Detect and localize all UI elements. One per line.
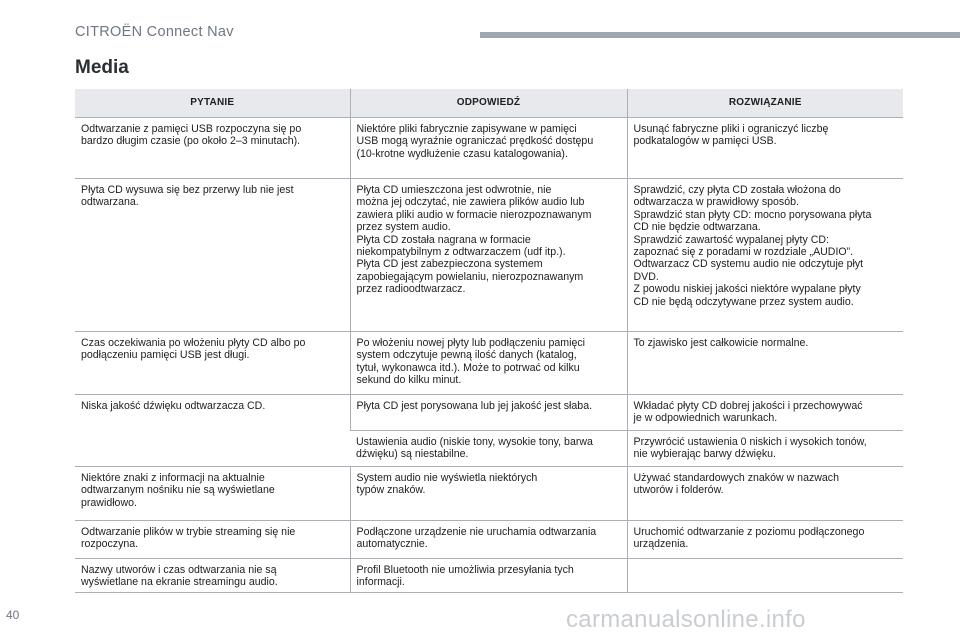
question-cell: Odtwarzanie z pamięci USB rozpoczyna się po bardzo długim czasie (po około 2–3 minutach). (75, 118, 350, 179)
header-accent-bar (480, 32, 960, 38)
table-row (75, 332, 903, 395)
solution-cell: Uruchomić odtwarzanie z poziomu podłączonego urządzenia. (627, 521, 903, 559)
question-cell: Niektóre znaki z informacji na aktualnie odtwarzanym nośniku nie są wyświetlane prawidłowo. (75, 467, 350, 521)
question-cell: Płyta CD wysuwa się bez przerwy lub nie jest odtwarzana. (75, 179, 350, 332)
watermark-text: carmanualsonline.info (566, 606, 806, 633)
page-title: Media (75, 57, 129, 78)
column-header-question: PYTANIE (75, 89, 350, 118)
answer-cell: Podłączone urządzenie nie uruchamia odtwarzania automatycznie. (350, 521, 627, 559)
solution-cell: Wkładać płyty CD dobrej jakości i przechowywać je w odpowiednich warunkach. (627, 395, 903, 431)
table-row (75, 179, 903, 332)
question-cell: Czas oczekiwania po włożeniu płyty CD albo po podłączeniu pamięci USB jest długi. (75, 332, 350, 395)
answer-cell: Płyta CD jest porysowana lub jej jakość jest słaba. (350, 395, 627, 431)
troubleshooting-table (75, 89, 903, 593)
solution-cell: Przywrócić ustawienia 0 niskich i wysokich tonów, nie wybierając barwy dźwięku. (627, 431, 903, 467)
solution-cell: Usunąć fabryczne pliki i ograniczyć liczbę podkatalogów w pamięci USB. (627, 118, 903, 179)
solution-cell: Sprawdzić, czy płyta CD została włożona do odtwarzacza w prawidłowy sposób. Sprawdzić stan płyty CD: mocno porysowana płyta CD nie będzie odtwarzana. Sprawdzić zawartość wypalanej płyty CD: zapoznać się z poradami w rozdziale „AUDIO”. Odtwarzacz CD systemu audio nie odczytuje płyt DVD. Z powodu niskiej jakości niektóre wypalane płyty CD nie będą odczytywane przez system audio. (627, 179, 903, 332)
brand-header-label: CITROËN Connect Nav (75, 24, 234, 40)
solution-cell: To zjawisko jest całkowicie normalne. (627, 332, 903, 395)
answer-cell: Po włożeniu nowej płyty lub podłączeniu pamięci system odczytuje pewną ilość danych (katalog, tytuł, wykonawca itd.). Może to potrwać od kilku sekund do kilku minut. (350, 332, 627, 395)
answer-cell: Ustawienia audio (niskie tony, wysokie tony, barwa dźwięku) są niestabilne. (350, 431, 627, 467)
answer-cell: Płyta CD umieszczona jest odwrotnie, nie można jej odczytać, nie zawiera plików audio lub zawiera pliki audio w formacie nierozpoznawanym przez system audio. Płyta CD została nagrana w formacie niekompatybilnym z odtwarzaczem (udf itp.). Płyta CD jest zabezpieczona systemem zapobiegającym powielaniu, nierozpoznawanym przez radioodtwarzacz. (350, 179, 627, 332)
column-header-answer: ODPOWIEDŹ (350, 89, 627, 118)
answer-cell: Profil Bluetooth nie umożliwia przesyłania tych informacji. (350, 559, 627, 593)
table-row (75, 559, 903, 593)
solution-cell: Używać standardowych znaków w nazwach utworów i folderów. (627, 467, 903, 521)
question-cell: Niska jakość dźwięku odtwarzacza CD. (75, 395, 350, 467)
table-row (75, 395, 903, 431)
page-number: 40 (6, 608, 20, 622)
solution-cell (627, 559, 903, 593)
table-header-row (75, 89, 903, 118)
column-header-solution: ROZWIĄZANIE (627, 89, 903, 118)
question-cell: Odtwarzanie plików w trybie streaming się nie rozpoczyna. (75, 521, 350, 559)
table-row (75, 521, 903, 559)
question-cell: Nazwy utworów i czas odtwarzania nie są wyświetlane na ekranie streamingu audio. (75, 559, 350, 593)
table-row (75, 118, 903, 179)
answer-cell: System audio nie wyświetla niektórych typów znaków. (350, 467, 627, 521)
table-row (75, 467, 903, 521)
answer-cell: Niektóre pliki fabrycznie zapisywane w pamięci USB mogą wyraźnie ograniczać prędkość dostępu (10-krotne wydłużenie czasu katalogowania). (350, 118, 627, 179)
